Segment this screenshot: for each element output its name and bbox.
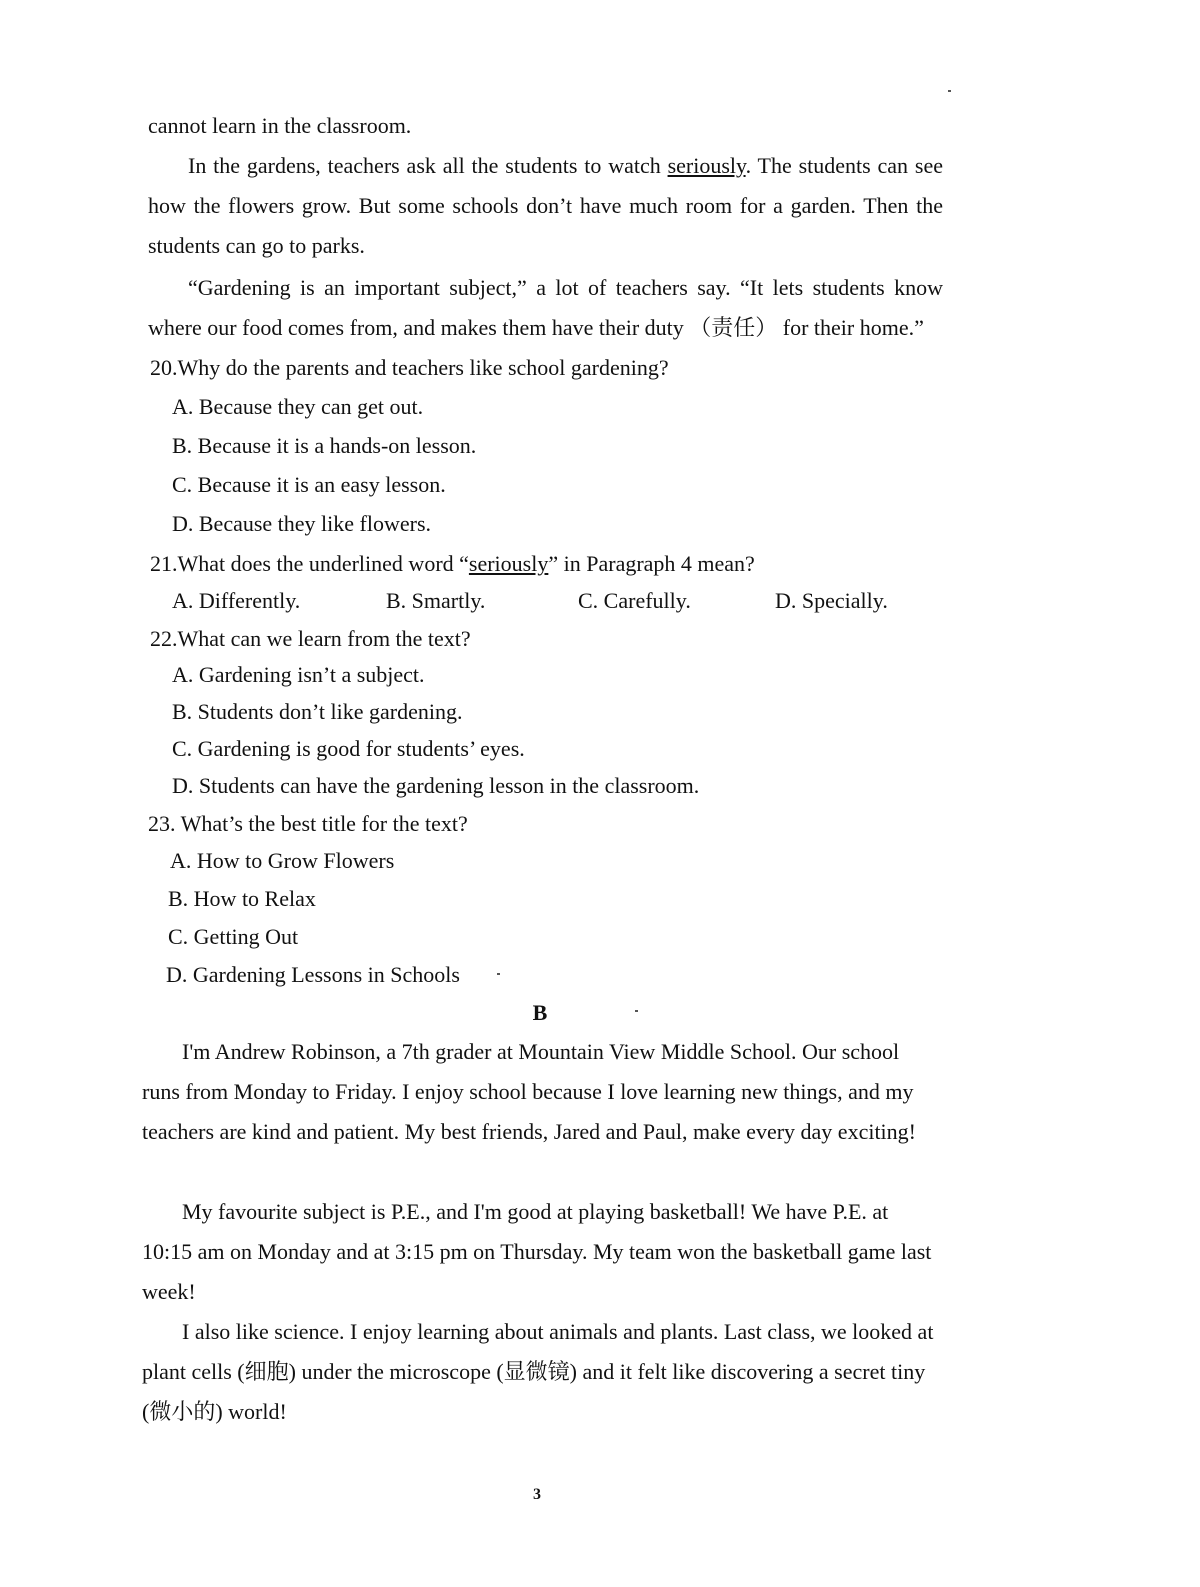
question-20-option-a: A. Because they can get out.	[172, 394, 424, 419]
passage-b-paragraph-2: My favourite subject is P.E., and I'm good at playing basketball! We have P.E. at 10:15 am on Monday and at 3:15 pm on Thursday. My team won the basketball game last week!	[142, 1199, 932, 1304]
scan-speck	[635, 1010, 638, 1012]
question-22-option-b: B. Students don’t like gardening.	[172, 699, 463, 724]
scan-speck	[497, 973, 500, 975]
q21-stem-after: ” in Paragraph 4 mean?	[548, 551, 755, 576]
question-23-option-d: D. Gardening Lessons in Schools	[166, 962, 460, 987]
passage-a-paragraph-5: “Gardening is an important subject,” a lot of teachers say. “It lets students know where our food comes from, and makes them have their duty （责任） for their home.”	[148, 275, 943, 340]
p4-before-text: In the gardens, teachers ask all the students to watch	[188, 153, 668, 178]
passage-a-line-0: cannot learn in the classroom.	[148, 113, 412, 138]
q21-stem-before: 21.What does the underlined word “	[150, 551, 469, 576]
question-20-option-d: D. Because they like flowers.	[172, 511, 432, 536]
question-23-stem: 23. What’s the best title for the text?	[148, 811, 468, 836]
question-21-option-c: C. Carefully.	[578, 588, 691, 613]
question-21-option-d: D. Specially.	[775, 588, 888, 613]
passage-b-heading: B	[532, 1000, 548, 1025]
scan-speck	[948, 90, 951, 92]
question-20-stem: 20.Why do the parents and teachers like school gardening?	[150, 355, 669, 380]
question-22-stem: 22.What can we learn from the text?	[150, 626, 471, 651]
question-23-option-a: A. How to Grow Flowers	[170, 848, 395, 873]
question-22-option-c: C. Gardening is good for students’ eyes.	[172, 736, 525, 761]
question-21-stem	[150, 550, 755, 578]
passage-a-paragraph-4	[148, 146, 943, 266]
p4-after-text: . The students can see how the flowers grow. But some schools don’t have much room for a garden. Then the students can go to parks.	[148, 153, 943, 258]
page-number: 3	[533, 1486, 541, 1503]
question-23-option-b: B. How to Relax	[168, 886, 316, 911]
passage-b-paragraph-1: I'm Andrew Robinson, a 7th grader at Mountain View Middle School. Our school runs from Monday to Friday. I enjoy school because I love learning new things, and my teachers are kind and patient. My best friends, Jared and Paul, make every day exciting!	[142, 1039, 916, 1144]
question-23-option-c: C. Getting Out	[168, 924, 299, 949]
p4-underlined-word: seriously	[667, 153, 746, 178]
question-22-option-d: D. Students can have the gardening lesson in the classroom.	[172, 773, 700, 798]
question-21-option-a: A. Differently.	[172, 588, 301, 613]
question-20-option-c: C. Because it is an easy lesson.	[172, 472, 446, 497]
question-20-option-b: B. Because it is a hands-on lesson.	[172, 433, 477, 458]
q21-underlined-word: seriously	[468, 551, 549, 576]
question-21-option-b: B. Smartly.	[386, 588, 486, 613]
question-22-option-a: A. Gardening isn’t a subject.	[172, 662, 425, 687]
passage-b-paragraph-3: I also like science. I enjoy learning about animals and plants. Last class, we looked at plant cells (细胞) under the microscope (显微镜) and it felt like discovering a secret tiny (微小的) world!	[142, 1319, 934, 1424]
